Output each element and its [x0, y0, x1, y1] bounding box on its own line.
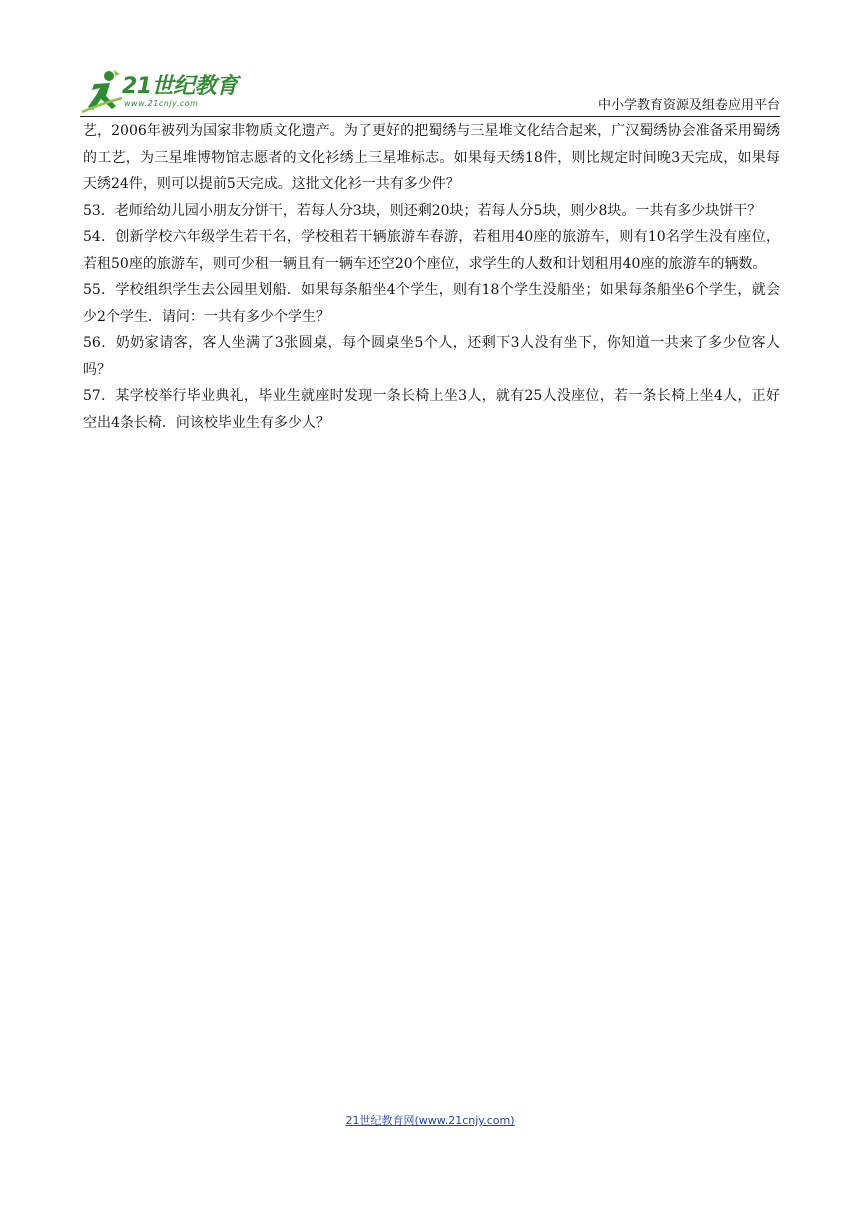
page-footer [0, 1112, 860, 1128]
question-52-continuation: 艺，2006年被列为国家非物质文化遗产。为了更好的把蜀绣与三星堆文化结合起来，广汉蜀绣协会准备采用蜀绣的工艺，为三星堆博物馆志愿者的文化衫绣上三星堆标志。如果每天绣18件，则比规定时间晚3天完成，如果每天绣24件，则可以提前5天完成。这批文化衫一共有多少件？ [83, 123, 780, 192]
question-57: 57．某学校举行毕业典礼，毕业生就座时发现一条长椅上坐3人，就有25人没座位，若一条长椅上坐4人，正好空出4条长椅．问该校毕业生有多少人？ [83, 388, 780, 431]
question-53: 53．老师给幼儿园小朋友分饼干，若每人分3块，则还剩20块；若每人分5块，则少8块。一共有多少块饼干？ [83, 202, 762, 219]
question-56: 56．奶奶家请客，客人坐满了3张圆桌，每个圆桌坐5个人，还剩下3人没有坐下，你知道一共来了多少位客人吗？ [83, 335, 780, 378]
question-55: 55．学校组织学生去公园里划船．如果每条船坐4个学生，则有18个学生没船坐；如果每条船坐6个学生，就会少2个学生．请问：一共有多少个学生？ [83, 282, 780, 325]
question-54: 54．创新学校六年级学生若干名，学校租若干辆旅游车春游，若租用40座的旅游车，则有10名学生没有座位，若租50座的旅游车，则可少租一辆且有一辆车还空20个座位，求学生的人数和计划租用40座的旅游车的辆数。 [83, 229, 780, 272]
site-logo[interactable] [80, 68, 260, 114]
logo-url: www.21cnjy.com [124, 99, 199, 108]
running-man-icon [80, 68, 124, 114]
footer-link[interactable]: 21世纪教育网(www.21cnjy.com) [345, 1114, 515, 1127]
page-header [80, 64, 780, 117]
question-list [83, 118, 780, 436]
logo-text: 21世纪教育 [122, 74, 238, 99]
platform-title: 中小学教育资源及组卷应用平台 [597, 98, 780, 113]
